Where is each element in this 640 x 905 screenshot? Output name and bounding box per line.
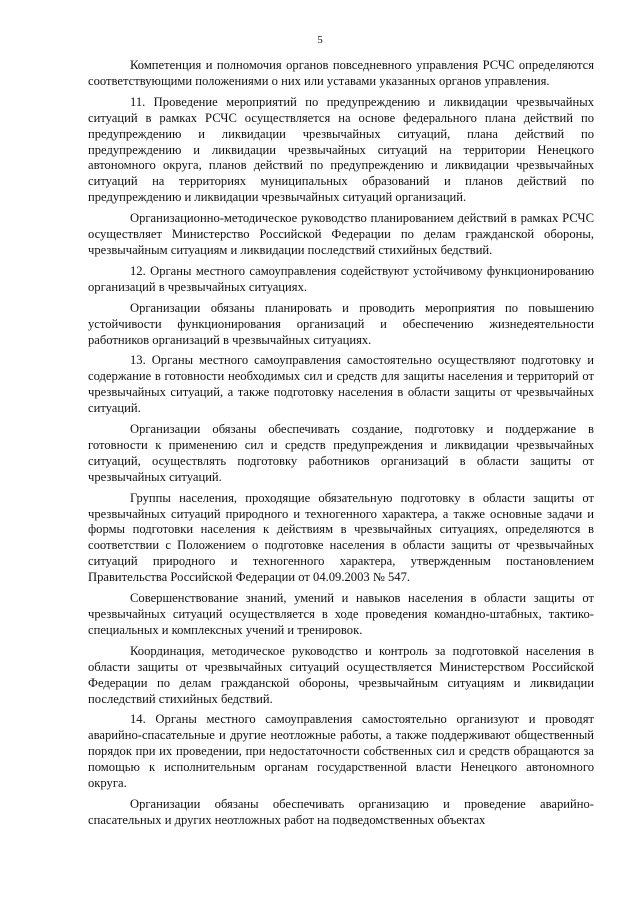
paragraph: Организации обязаны обеспечивать организацию и проведение аварийно-спасательных и других неотложных работ на подведомственных объектах (88, 796, 594, 827)
paragraph: 13. Органы местного самоуправления самостоятельно осуществляют подготовку и содержание в готовности необходимых сил и средств для защиты населения и территорий от чрезвычайных ситуаций, а также подготовку населения в области защиты от чрезвычайных ситуаций. (88, 353, 594, 416)
paragraph: 12. Органы местного самоуправления содействуют устойчивому функционированию организаций в чрезвычайных ситуациях. (88, 263, 594, 294)
paragraph: 14. Органы местного самоуправления самостоятельно организуют и проводят аварийно-спасательные и другие неотложные работы, а также поддерживают общественный порядок при их проведении, при недостаточности собственных сил и средств обращаются за помощью к исполнительным органам государственной власти Ненецкого автономного округа. (88, 712, 594, 791)
paragraph: Совершенствование знаний, умений и навыков населения в области защиты от чрезвычайных ситуаций осуществляется в ходе проведения командно-штабных, тактико-специальных и комплексных учений и тренировок. (88, 591, 594, 637)
paragraph: Организационно-методическое руководство планированием действий в рамках РСЧС осуществляет Министерство Российской Федерации по делам гражданской обороны, чрезвычайным ситуациям и ликвидации последствий стихийных бедствий. (88, 211, 594, 257)
paragraph: Организации обязаны планировать и проводить мероприятия по повышению устойчивости функционирования организаций и обеспечению жизнедеятельности работников организаций в чрезвычайных ситуациях. (88, 300, 594, 347)
paragraph: Организации обязаны обеспечивать создание, подготовку и поддержание в готовности к применению сил и средств предупреждения и ликвидации чрезвычайных ситуаций, осуществлять подготовку работников организаций в области защиты от чрезвычайных ситуаций. (88, 422, 594, 484)
paragraph: 11. Проведение мероприятий по предупреждению и ликвидации чрезвычайных ситуаций в рамках РСЧС осуществляется на основе федерального плана действий по предупреждению и ликвидации чрезвычайных ситуаций, плана действий по предупреждению и ликвидации чрезвычайных ситуаций на территории Ненецкого автономного округа, планов действий по предупреждению и ликвидации чрезвычайных ситуаций на территориях муниципальных образований и планов действий по предупреждению и ликвидации чрезвычайных ситуаций организаций. (88, 94, 594, 205)
page-number: 5 (317, 34, 323, 46)
paragraph: Компетенция и полномочия органов повседневного управления РСЧС определяются соответствующими положениями о них или уставами указанных органов управления. (88, 58, 594, 88)
document-body (88, 58, 594, 834)
paragraph: Группы населения, проходящие обязательную подготовку в области защиты от чрезвычайных ситуаций природного и техногенного характера, а также основные задачи и формы подготовки населения к действиям в чрезвычайных ситуациях, определяются в соответствии с Положением о подготовке населения в области защиты от чрезвычайных ситуаций природного и техногенного характера, утвержденным постановлением Правительства Российской Федерации от 04.09.2003 № 547. (88, 490, 594, 585)
paragraph: Координация, методическое руководство и контроль за подготовкой населения в области защиты от чрезвычайных ситуаций осуществляется Министерством Российской Федерации по делам гражданской обороны, чрезвычайным ситуациям и ликвидации последствий стихийных бедствий. (88, 643, 594, 706)
